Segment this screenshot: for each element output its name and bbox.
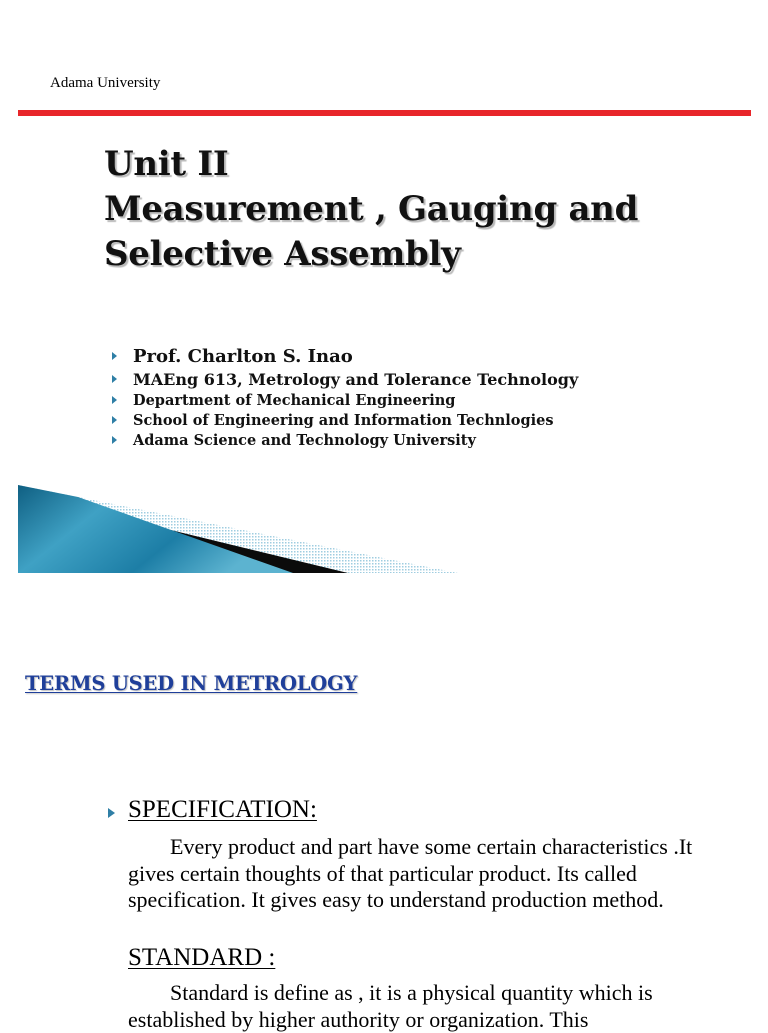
bullet-triangle-icon — [108, 808, 115, 818]
presenter-list — [112, 344, 578, 450]
bullet-triangle-icon — [112, 396, 117, 404]
list-item — [112, 368, 578, 390]
header-divider — [18, 110, 751, 116]
organization-label: Adama University — [50, 75, 161, 91]
standard-text: Standard is define as , it is a physical quantity which is established by higher authority or organization. This — [128, 980, 653, 1032]
school-name: School of Engineering and Information Technlogies — [133, 411, 554, 429]
bullet-triangle-icon — [112, 375, 117, 383]
title-line-2: Measurement , Gauging and — [104, 189, 639, 229]
term-standard: STANDARD : — [128, 944, 276, 971]
department-name: Department of Mechanical Engineering — [133, 391, 456, 409]
title-line-1: Unit II — [104, 144, 229, 184]
university-name: Adama Science and Technology University — [133, 431, 476, 449]
page-title — [104, 142, 638, 277]
presenter-name: Prof. Charlton S. Inao — [133, 345, 353, 367]
decorative-banner — [18, 485, 458, 573]
bullet-triangle-icon — [112, 436, 117, 444]
list-item — [112, 410, 578, 430]
banner-teal-band — [18, 485, 293, 573]
bullet-triangle-icon — [112, 352, 117, 360]
list-item — [112, 430, 578, 450]
term-specification: SPECIFICATION: — [128, 796, 317, 823]
course-name: MAEng 613, Metrology and Tolerance Technology — [133, 369, 579, 389]
terms-heading: TERMS USED IN METROLOGY — [25, 672, 358, 695]
list-item — [112, 390, 578, 410]
specification-text: Every product and part have some certain characteristics .It gives certain thoughts of that particular product. Its called specification. It gives easy to understand production method. — [128, 834, 693, 912]
title-line-3: Selective Assembly — [104, 234, 461, 274]
list-item — [112, 344, 578, 368]
bullet-triangle-icon — [112, 416, 117, 424]
